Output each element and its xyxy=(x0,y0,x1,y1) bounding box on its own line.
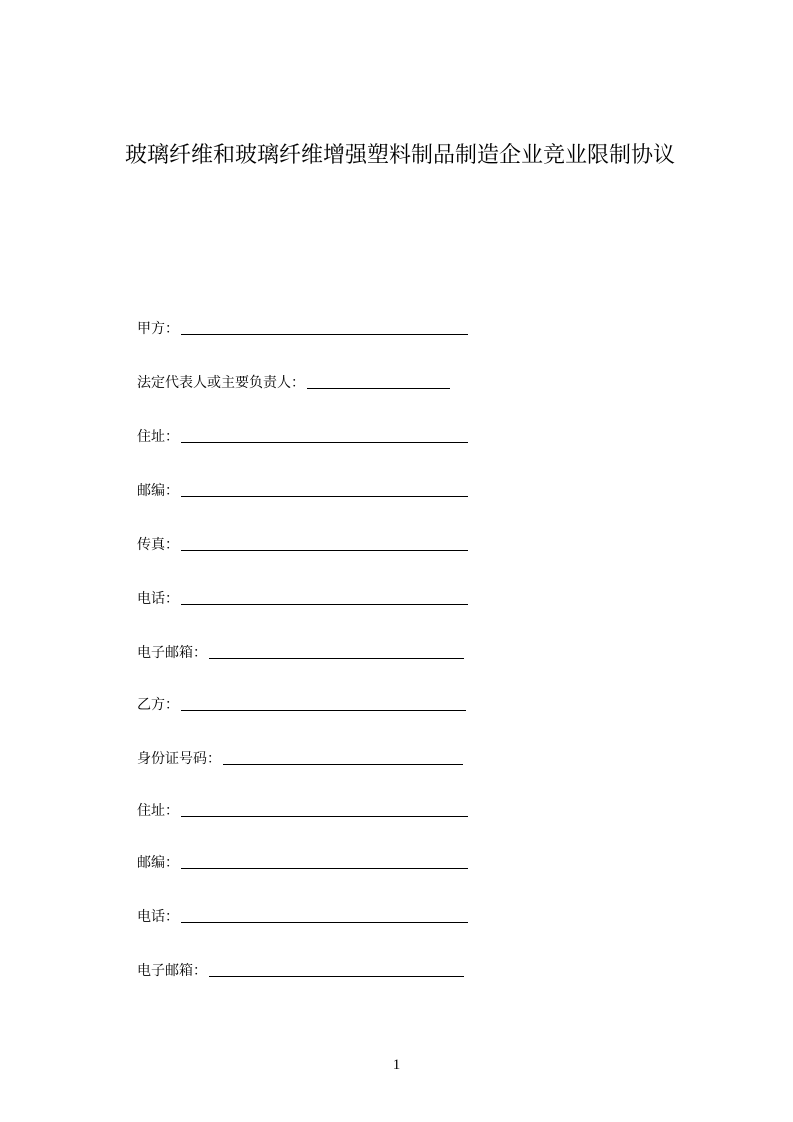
blank-line xyxy=(181,536,468,551)
field-address-a xyxy=(137,426,468,446)
document-title: 玻璃纤维和玻璃纤维增强塑料制品制造企业竞业限制协议 xyxy=(124,143,675,168)
field-postcode-b xyxy=(137,852,468,872)
field-email-b xyxy=(137,960,464,980)
field-postcode-a xyxy=(137,480,468,500)
field-label: 住址： xyxy=(137,803,179,819)
field-label: 身份证号码： xyxy=(137,751,221,767)
field-label: 邮编： xyxy=(137,855,179,871)
field-label: 电子邮箱： xyxy=(137,963,207,979)
field-email-a xyxy=(137,642,464,662)
blank-line xyxy=(223,750,463,765)
blank-line xyxy=(181,590,468,605)
field-label: 电子邮箱： xyxy=(137,645,207,661)
blank-line xyxy=(181,482,468,497)
blank-line xyxy=(181,854,468,869)
blank-line xyxy=(181,696,466,711)
field-legal-representative xyxy=(137,372,450,392)
field-label: 乙方： xyxy=(137,697,179,713)
blank-line xyxy=(209,962,464,977)
field-address-b xyxy=(137,800,468,820)
field-label: 住址： xyxy=(137,429,179,445)
blank-line xyxy=(181,320,468,335)
field-label: 电话： xyxy=(137,909,179,925)
field-id-number xyxy=(137,748,463,768)
page-number: 1 xyxy=(392,1057,401,1073)
field-phone-b xyxy=(137,906,468,926)
field-label: 甲方： xyxy=(137,321,179,337)
blank-line xyxy=(209,644,464,659)
blank-line xyxy=(181,802,468,817)
field-party-b xyxy=(137,694,466,714)
blank-line xyxy=(307,374,450,389)
field-fax-a xyxy=(137,534,468,554)
field-label: 法定代表人或主要负责人： xyxy=(137,375,305,391)
field-label: 邮编： xyxy=(137,483,179,499)
field-phone-a xyxy=(137,588,468,608)
field-label: 传真： xyxy=(137,537,179,553)
field-party-a xyxy=(137,318,468,338)
field-label: 电话： xyxy=(137,591,179,607)
blank-line xyxy=(181,428,468,443)
blank-line xyxy=(181,908,468,923)
